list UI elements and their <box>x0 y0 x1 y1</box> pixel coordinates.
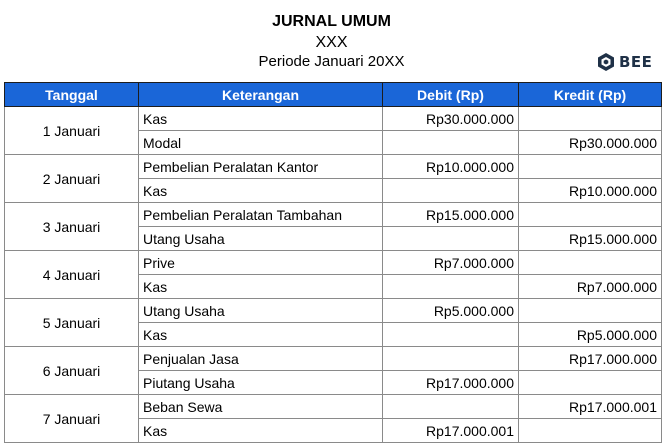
date-cell: 1 Januari <box>5 107 139 155</box>
table-row <box>5 347 662 371</box>
page-title: JURNAL UMUM <box>272 13 391 30</box>
table-row <box>5 203 662 227</box>
logo-text: BEE <box>619 53 653 71</box>
table-row <box>5 107 662 131</box>
description-cell: Kas <box>139 419 383 443</box>
credit-cell <box>519 419 662 443</box>
credit-cell <box>519 371 662 395</box>
description-cell: Pembelian Peralatan Tambahan <box>139 203 383 227</box>
brand-logo <box>597 51 652 73</box>
table-row <box>5 251 662 275</box>
description-cell: Kas <box>139 275 383 299</box>
column-header-debit: Debit (Rp) <box>383 83 519 107</box>
debit-cell <box>383 227 519 251</box>
credit-cell <box>519 155 662 179</box>
debit-cell <box>383 131 519 155</box>
description-cell: Kas <box>139 179 383 203</box>
debit-cell: Rp7.000.000 <box>383 251 519 275</box>
table-row <box>5 155 662 179</box>
description-cell: Prive <box>139 251 383 275</box>
date-cell: 5 Januari <box>5 299 139 347</box>
debit-cell: Rp17.000.001 <box>383 419 519 443</box>
debit-cell <box>383 275 519 299</box>
description-cell: Piutang Usaha <box>139 371 383 395</box>
credit-cell: Rp10.000.000 <box>519 179 662 203</box>
credit-cell: Rp30.000.000 <box>519 131 662 155</box>
credit-cell <box>519 251 662 275</box>
credit-cell <box>519 107 662 131</box>
debit-cell <box>383 179 519 203</box>
description-cell: Beban Sewa <box>139 395 383 419</box>
description-cell: Pembelian Peralatan Kantor <box>139 155 383 179</box>
journal-table <box>4 82 662 443</box>
column-header-tanggal: Tanggal <box>5 83 139 107</box>
debit-cell: Rp10.000.000 <box>383 155 519 179</box>
description-cell: Penjualan Jasa <box>139 347 383 371</box>
credit-cell: Rp5.000.000 <box>519 323 662 347</box>
description-cell: Utang Usaha <box>139 299 383 323</box>
debit-cell: Rp5.000.000 <box>383 299 519 323</box>
description-cell: Utang Usaha <box>139 227 383 251</box>
debit-cell: Rp17.000.000 <box>383 371 519 395</box>
table-row <box>5 395 662 419</box>
column-header-keterangan: Keterangan <box>139 83 383 107</box>
credit-cell: Rp17.000.001 <box>519 395 662 419</box>
date-cell: 2 Januari <box>5 155 139 203</box>
description-cell: Kas <box>139 323 383 347</box>
debit-cell <box>383 347 519 371</box>
description-cell: Kas <box>139 107 383 131</box>
date-cell: 3 Januari <box>5 203 139 251</box>
column-header-kredit: Kredit (Rp) <box>519 83 662 107</box>
debit-cell: Rp30.000.000 <box>383 107 519 131</box>
date-cell: 7 Januari <box>5 395 139 443</box>
table-header-row <box>5 83 662 107</box>
credit-cell <box>519 203 662 227</box>
credit-cell: Rp15.000.000 <box>519 227 662 251</box>
credit-cell: Rp17.000.000 <box>519 347 662 371</box>
credit-cell: Rp7.000.000 <box>519 275 662 299</box>
description-cell: Modal <box>139 131 383 155</box>
debit-cell: Rp15.000.000 <box>383 203 519 227</box>
credit-cell <box>519 299 662 323</box>
date-cell: 4 Januari <box>5 251 139 299</box>
company-name: XXX <box>315 34 348 51</box>
date-cell: 6 Januari <box>5 347 139 395</box>
debit-cell <box>383 395 519 419</box>
bee-logo-icon <box>597 52 615 72</box>
document-header <box>0 0 663 82</box>
table-row <box>5 299 662 323</box>
period-label: Periode Januari 20XX <box>258 53 405 70</box>
debit-cell <box>383 323 519 347</box>
